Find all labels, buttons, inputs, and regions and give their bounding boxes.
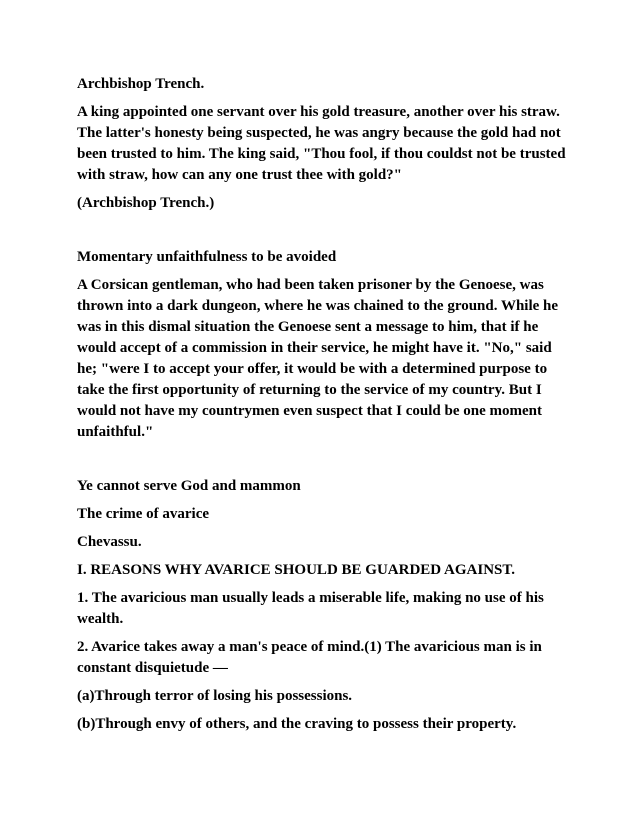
point-2: 2. Avarice takes away a man's peace of mind.(1) The avaricious man is in constant disquietude —: [77, 639, 542, 676]
point-2a: (a)Through terror of losing his possessions.: [77, 688, 353, 704]
subheading-avarice: The crime of avarice: [77, 506, 210, 522]
source-heading: Archbishop Trench.: [77, 76, 205, 92]
section-heading-mammon: Ye cannot serve God and mammon: [77, 478, 301, 494]
author-name: Chevassu.: [77, 534, 142, 550]
section-spacer: [77, 450, 567, 476]
section-heading-unfaithfulness: Momentary unfaithfulness to be avoided: [77, 249, 337, 265]
section-spacer: [77, 221, 567, 247]
document-content: [77, 74, 567, 742]
point-2b: (b)Through envy of others, and the craving to possess their property.: [77, 716, 517, 732]
point-1: 1. The avaricious man usually leads a miserable life, making no use of his wealth.: [77, 590, 544, 627]
attribution: (Archbishop Trench.): [77, 195, 215, 211]
part-heading: I. REASONS WHY AVARICE SHOULD BE GUARDED AGAINST.: [77, 562, 516, 578]
paragraph-king-servants: A king appointed one servant over his gold treasure, another over his straw. The latter's honesty being suspected, he was angry because the gold had not been trusted to him. The king said, "Thou fool, if thou couldst not be trusted with straw, how can any one trust thee with gold?": [77, 104, 566, 183]
paragraph-corsican-gentleman: A Corsican gentleman, who had been taken prisoner by the Genoese, was thrown into a dark dungeon, where he was chained to the ground. While he was in this dismal situation the Genoese sent a message to him, that if he would accept of a commission in their service, he might have it. "No," said he; "were I to accept your offer, it would be with a determined purpose to take the first opportunity of returning to the service of my country. But I would not have my countrymen even suspect that I could be one moment unfaithful.": [77, 277, 559, 440]
